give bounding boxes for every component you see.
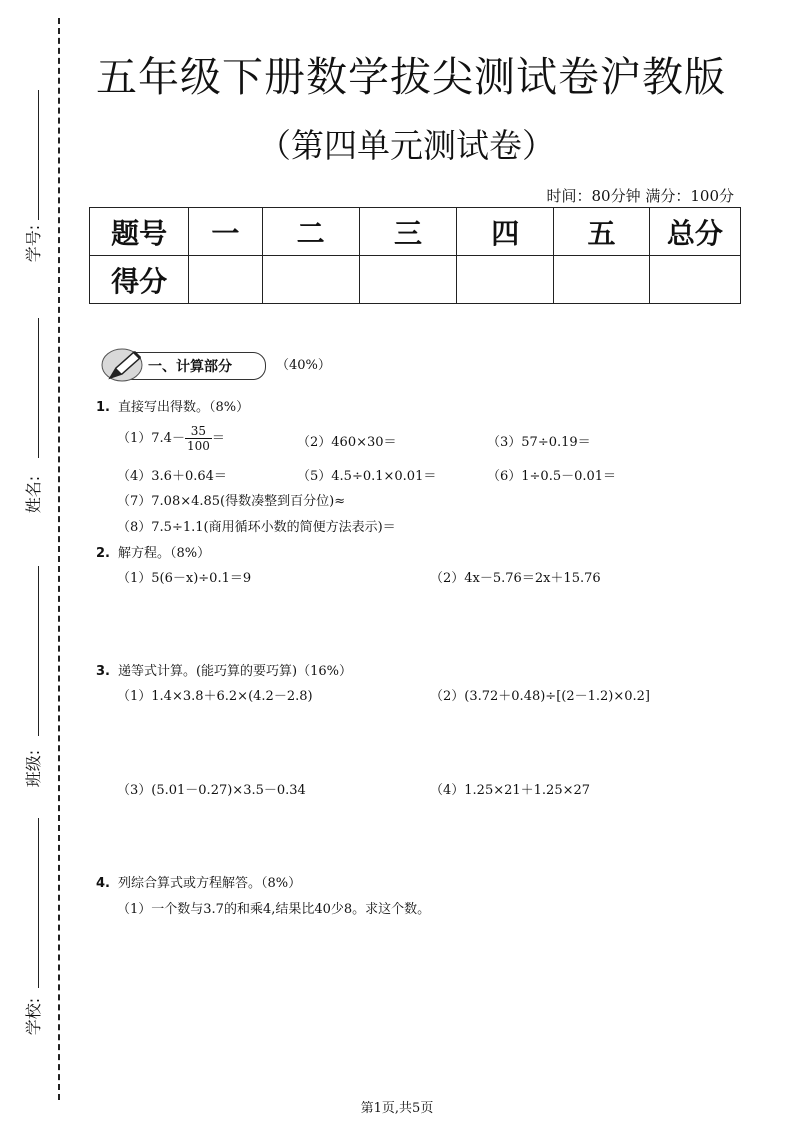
question-4	[96, 872, 301, 891]
question-text: 递等式计算。(能巧算的要巧算)（16%）	[117, 664, 353, 679]
score-cell[interactable]	[554, 256, 649, 304]
q2-item-1: （1）5(6－x)÷0.1＝9	[117, 571, 252, 586]
binding-dashed-line	[58, 18, 60, 1100]
class-rule	[38, 566, 39, 736]
page-subtitle: （第四单元测试卷）	[258, 126, 555, 165]
item-suffix: ＝	[211, 431, 225, 446]
question-1	[96, 396, 249, 415]
question-text: 直接写出得数。（8%）	[117, 400, 250, 415]
score-cell[interactable]	[457, 256, 554, 304]
q1-item-4: （4）3.6＋0.64＝	[117, 469, 227, 484]
student-id-rule	[38, 90, 39, 220]
school-label: 学校:	[24, 997, 44, 1036]
fraction-numerator: 35	[185, 424, 212, 439]
question-number: 2.	[96, 546, 110, 561]
class-label: 班级:	[24, 749, 44, 788]
score-cell[interactable]	[649, 256, 740, 304]
q1-item-8: （8）7.5÷1.1(商用循环小数的简便方法表示)＝	[117, 520, 396, 535]
question-3	[96, 660, 352, 679]
question-text: 列综合算式或方程解答。（8%）	[117, 876, 302, 891]
q1-item-1	[117, 424, 225, 453]
q3-item-4: （4）1.25×21＋1.25×27	[430, 783, 591, 798]
header-cell: 五	[554, 208, 649, 256]
section-title: 一、计算部分	[148, 359, 232, 375]
header-cell: 三	[359, 208, 456, 256]
q1-item-6: （6）1÷0.5－0.01＝	[487, 469, 617, 484]
section-banner	[96, 344, 271, 384]
header-cell: 一	[189, 208, 262, 256]
q4-item-1: （1）一个数与3.7的和乘4,结果比40少8。求这个数。	[117, 902, 431, 917]
q1-item-3: （3）57÷0.19＝	[487, 435, 591, 450]
question-number: 1.	[96, 400, 110, 415]
q3-item-1: （1）1.4×3.8＋6.2×(4.2－2.8)	[117, 689, 313, 704]
q1-item-2: （2）460×30＝	[297, 435, 397, 450]
q1-item-7: （7）7.08×4.85(得数凑整到百分位)≈	[117, 494, 346, 509]
fraction-denominator: 100	[186, 439, 210, 453]
score-row-label: 得分	[90, 256, 189, 304]
section-percent: （40%）	[276, 358, 331, 373]
score-table-header-row	[90, 208, 741, 256]
name-rule	[38, 318, 39, 458]
score-cell[interactable]	[189, 256, 262, 304]
question-number: 3.	[96, 664, 110, 679]
exam-timing: 时间：80分钟 满分：100分	[546, 187, 734, 205]
header-cell: 四	[457, 208, 554, 256]
name-label: 姓名:	[24, 475, 44, 514]
score-cell[interactable]	[359, 256, 456, 304]
q1-item-5: （5）4.5÷0.1×0.01＝	[297, 469, 437, 484]
page-title: 五年级下册数学拔尖测试卷沪教版	[96, 53, 726, 101]
question-text: 解方程。（8%）	[117, 546, 211, 561]
item-prefix: （1）7.4－	[117, 431, 185, 446]
question-2	[96, 542, 210, 561]
header-cell: 题号	[90, 208, 189, 256]
question-number: 4.	[96, 876, 110, 891]
score-table	[89, 207, 741, 304]
student-id-label: 学号:	[24, 224, 44, 263]
page-footer: 第1页,共5页	[360, 1101, 434, 1116]
q3-item-2: （2）(3.72＋0.48)÷[(2－1.2)×0.2]	[430, 689, 650, 704]
q2-item-2: （2）4x－5.76＝2x＋15.76	[430, 571, 601, 586]
header-cell: 二	[262, 208, 359, 256]
score-cell[interactable]	[262, 256, 359, 304]
score-table-score-row	[90, 256, 741, 304]
pencil-icon	[100, 346, 150, 384]
header-cell: 总分	[649, 208, 740, 256]
school-rule	[38, 818, 39, 988]
q3-item-3: （3）(5.01－0.27)×3.5－0.34	[117, 783, 306, 798]
fraction	[185, 424, 212, 453]
